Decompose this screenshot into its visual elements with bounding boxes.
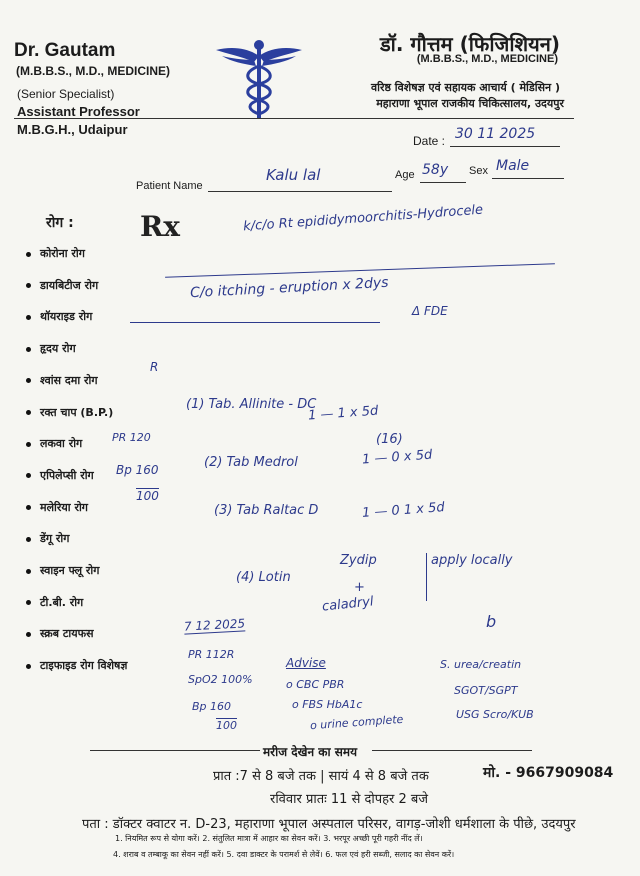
header-rule xyxy=(14,118,574,119)
age-underline xyxy=(420,182,466,183)
disease-item xyxy=(26,500,88,515)
hospital-hi: महाराणा भूपाल राजकीय चिकित्सालय, उदयपुर xyxy=(376,97,564,110)
mobile-number: मो. - 9667909084 xyxy=(483,765,614,781)
designation-en: (Senior Specialist) xyxy=(17,87,115,101)
caduceus-icon xyxy=(214,36,304,122)
advise-item-3: o urine complete xyxy=(309,712,404,733)
bullet-icon xyxy=(26,537,31,542)
side-note-bp: Bp 160 xyxy=(116,463,159,477)
disease-label: स्क्रब टायफस xyxy=(40,627,94,641)
disease-item xyxy=(26,436,82,451)
bullet-icon xyxy=(26,410,31,415)
disease-item xyxy=(26,405,113,420)
medicine-3-dose: 1 — 0 1 x 5d xyxy=(361,500,446,521)
complaint-underline xyxy=(130,322,380,323)
bullet-icon xyxy=(26,664,31,669)
disease-item xyxy=(26,563,99,578)
doctor-name-hi: डॉ. गौत्तम (फिजिशियन) xyxy=(379,32,560,56)
advise-item-4: S. urea/creatin xyxy=(440,658,522,671)
disease-label: श्वांस दमा रोग xyxy=(40,373,98,387)
apply-mark: b xyxy=(486,612,497,631)
bullet-icon xyxy=(26,569,31,574)
advise-item-5: SGOT/SGPT xyxy=(454,684,518,697)
timing-rule-right xyxy=(372,750,532,751)
bullet-icon xyxy=(26,632,31,637)
disease-item xyxy=(26,626,94,641)
followup-bp-den: 100 xyxy=(216,719,237,732)
address: पता : डॉक्टर क्वाटर न. D-23, महाराणा भूपाल अस्पताल परिसर, वागड़-जोशी धर्मशाला के पीछे, उदयपुर xyxy=(82,817,576,832)
lotion-plus: + xyxy=(354,580,365,595)
disease-label: कोरोना रोग xyxy=(40,247,85,260)
lotion-label: (4) Lotin xyxy=(236,570,291,585)
disease-item xyxy=(26,373,98,388)
disease-label: डायबिटीज रोग xyxy=(40,278,99,292)
advise-item-2: o FBS HbA1c xyxy=(292,698,363,711)
sex-underline xyxy=(492,178,564,179)
disease-item xyxy=(26,658,127,673)
lotion-name-1: Zydip xyxy=(340,553,377,568)
date-underline xyxy=(450,146,560,147)
provisional-diagnosis: Δ FDE xyxy=(412,304,448,318)
advise-title: Advise xyxy=(286,656,326,670)
disease-label: डेंगू रोग xyxy=(40,532,70,546)
medicine-2-number: (16) xyxy=(376,432,403,447)
advise-item-1: o CBC PBR xyxy=(286,678,345,691)
disease-item xyxy=(26,278,98,293)
disease-label: स्वाइन फ्लू रोग xyxy=(40,564,100,577)
age-value: 58y xyxy=(422,162,449,178)
bullet-icon xyxy=(26,505,31,510)
age-label: Age xyxy=(395,169,415,181)
disease-item xyxy=(26,341,76,356)
diagnosis-line: k/c/o Rt epididymoorchitis-Hydrocele xyxy=(242,202,484,235)
complaint-line: C/o itching - eruption x 2dys xyxy=(189,274,389,302)
disease-label: टाइफाइड रोग विशेषज्ञ xyxy=(40,659,128,673)
patient-name-underline xyxy=(208,191,392,192)
medicine-1-dose: 1 — 1 x 5d xyxy=(307,403,379,424)
bullet-icon xyxy=(26,600,31,605)
sex-label: Sex xyxy=(469,165,488,177)
date-label: Date : xyxy=(413,134,446,148)
sex-value: Male xyxy=(496,158,530,174)
medicine-3: (3) Tab Raltac D xyxy=(214,503,319,518)
disease-item xyxy=(26,531,69,546)
disease-item xyxy=(26,309,92,324)
disease-item xyxy=(26,595,83,610)
tips-line-2: 4. शराब व तम्बाकू का सेवन नहीं करें। 5. दवा डाक्टर के परामर्श से लेवें। 6. फल एवं हरी सब्जी, सलाद का सेवन करें। xyxy=(113,850,455,859)
disease-label: एपिलेप्सी रोग xyxy=(40,468,94,482)
patient-name-label: Patient Name xyxy=(136,180,203,192)
disease-label: लकवा रोग xyxy=(40,437,83,451)
disease-item xyxy=(26,246,85,261)
hospital-en: M.B.G.H., Udaipur xyxy=(17,122,128,137)
timing-line-2: रविवार प्रातः 11 से दोपहर 2 बजे xyxy=(270,792,428,807)
advise-item-6: USG Scro/KUB xyxy=(456,708,534,721)
timing-rule-left xyxy=(90,750,260,751)
medicine-1: (1) Tab. Allinite - DC xyxy=(186,397,317,412)
disease-item xyxy=(26,468,94,483)
designation-hi: वरिष्ठ विशेषज्ञ एवं सहायक आचार्य ( मेडिसिन ) xyxy=(371,81,560,94)
bullet-icon xyxy=(26,442,31,447)
followup-date: 7 12 2025 xyxy=(183,616,246,634)
date-value: 30 11 2025 xyxy=(455,126,536,142)
timing-line-1: प्रात :7 से 8 बजे तक | सायं 4 से 8 बजे तक xyxy=(213,769,429,784)
degrees-hi: (M.B.B.S., M.D., MEDICINE) xyxy=(416,53,558,65)
patient-name-value: Kalu lal xyxy=(266,166,321,184)
bullet-icon xyxy=(26,283,31,288)
bullet-icon xyxy=(26,378,31,383)
apply-instruction: apply locally xyxy=(426,553,513,601)
doctor-name-en: Dr. Gautam xyxy=(14,40,116,61)
rx-symbol: Rx xyxy=(140,210,180,243)
side-note-bp-den: 100 xyxy=(136,489,159,503)
tips-line-1: 1. नियमित रूप से योगा करें। 2. संतुलित मात्रा में आहार का सेवन करें। 3. भरपूर अच्छी पूरी गहरी नींद लें। xyxy=(115,834,423,843)
lotion-name-2: caladryl xyxy=(321,594,375,615)
bullet-icon xyxy=(26,252,31,257)
disease-label: हृदय रोग xyxy=(40,342,76,356)
diseases-title: रोग : xyxy=(46,215,74,231)
side-note-r: R xyxy=(150,360,159,374)
followup-bp: Bp 160 xyxy=(192,700,232,713)
disease-label: रक्त चाप (B.P.) xyxy=(40,405,114,419)
timing-title: मरीज देखेन का समय xyxy=(263,745,358,759)
bullet-icon xyxy=(26,347,31,352)
side-note-pr: PR 120 xyxy=(112,431,151,444)
followup-spo2: SpO2 100% xyxy=(188,673,253,686)
bullet-icon xyxy=(26,315,31,320)
followup-pr: PR 112R xyxy=(188,648,235,661)
disease-label: मलेरिया रोग xyxy=(40,500,88,514)
disease-label: थॉयराइड रोग xyxy=(40,310,93,324)
degrees-en: (M.B.B.S., M.D., MEDICINE) xyxy=(16,64,170,78)
disease-label: टी.बी. रोग xyxy=(40,595,84,609)
medicine-2-dose: 1 — 0 x 5d xyxy=(361,447,433,468)
medicine-2: (2) Tab Medrol xyxy=(204,455,298,470)
bullet-icon xyxy=(26,473,31,478)
position-en: Assistant Professor xyxy=(17,104,140,119)
